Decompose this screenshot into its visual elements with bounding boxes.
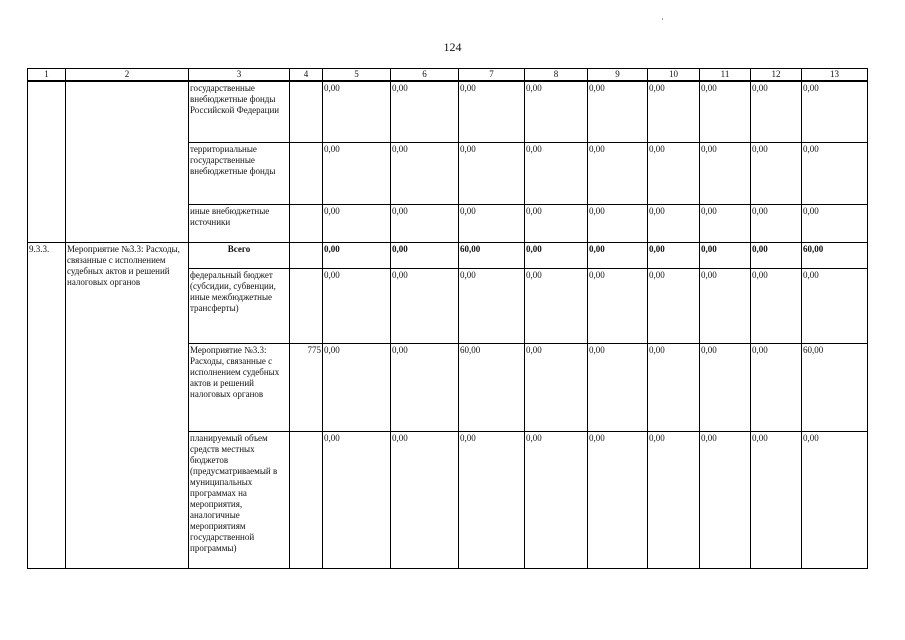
funding-source: федеральный бюджет (субсидии, субвенции, иные межбюджетные трансферты) xyxy=(189,268,290,343)
value-cell: 0,00 xyxy=(525,343,588,431)
value-cell: 0,00 xyxy=(391,343,459,431)
funding-source: территориальные государственные внебюджетные фонды xyxy=(189,142,290,204)
code-cell xyxy=(290,242,323,268)
header-cell: 11 xyxy=(700,69,751,82)
value-cell: 0,00 xyxy=(700,268,751,343)
value-cell: 0,00 xyxy=(802,81,868,142)
header-cell: 6 xyxy=(391,69,459,82)
value-cell: 0,00 xyxy=(323,343,391,431)
value-cell: 0,00 xyxy=(588,268,648,343)
value-cell: 0,00 xyxy=(525,204,588,242)
header-cell: 8 xyxy=(525,69,588,82)
value-cell: 0,00 xyxy=(323,431,391,568)
section-id: 9.3.3. xyxy=(28,242,66,568)
value-cell: 0,00 xyxy=(588,431,648,568)
value-cell: 0,00 xyxy=(700,343,751,431)
value-cell: 0,00 xyxy=(751,204,802,242)
value-cell: 0,00 xyxy=(323,142,391,204)
value-cell: 60,00 xyxy=(802,242,868,268)
scan-speck xyxy=(662,18,663,20)
value-cell: 0,00 xyxy=(459,142,525,204)
value-cell: 0,00 xyxy=(323,242,391,268)
value-cell: 0,00 xyxy=(459,204,525,242)
value-cell: 0,00 xyxy=(588,142,648,204)
value-cell: 0,00 xyxy=(525,431,588,568)
value-cell: 0,00 xyxy=(588,81,648,142)
value-cell: 0,00 xyxy=(648,268,700,343)
budget-table xyxy=(27,68,868,569)
header-cell: 9 xyxy=(588,69,648,82)
section-id-cell-empty xyxy=(28,81,66,242)
value-cell: 0,00 xyxy=(323,204,391,242)
funding-source-total: Всего xyxy=(189,242,290,268)
value-cell: 0,00 xyxy=(700,242,751,268)
table-row xyxy=(28,81,868,142)
value-cell: 0,00 xyxy=(751,343,802,431)
value-cell: 0,00 xyxy=(391,431,459,568)
section-title: Мероприятие №3.3: Расходы, связанные с исполнением судебных актов и решений налоговых органов xyxy=(66,242,189,568)
header-cell: 5 xyxy=(323,69,391,82)
value-cell: 60,00 xyxy=(802,343,868,431)
funding-source: иные внебюджетные источники xyxy=(189,204,290,242)
value-cell: 0,00 xyxy=(802,204,868,242)
page-number: 124 xyxy=(443,40,462,54)
value-cell: 0,00 xyxy=(459,431,525,568)
funding-source: планируемый объем средств местных бюджетов (предусматриваемый в муниципальных программах на мероприятия, аналогичные мероприятиям государственной программы) xyxy=(189,431,290,568)
code-cell: 775 xyxy=(290,343,323,431)
value-cell: 0,00 xyxy=(648,204,700,242)
value-cell: 0,00 xyxy=(751,431,802,568)
value-cell: 0,00 xyxy=(459,81,525,142)
header-cell: 3 xyxy=(189,69,290,82)
value-cell: 0,00 xyxy=(588,343,648,431)
code-cell xyxy=(290,81,323,142)
value-cell: 0,00 xyxy=(648,431,700,568)
value-cell: 0,00 xyxy=(588,204,648,242)
value-cell: 0,00 xyxy=(802,431,868,568)
code-cell xyxy=(290,204,323,242)
header-row xyxy=(28,69,868,82)
value-cell: 0,00 xyxy=(525,142,588,204)
value-cell: 0,00 xyxy=(751,142,802,204)
header-cell: 2 xyxy=(66,69,189,82)
value-cell: 0,00 xyxy=(751,81,802,142)
value-cell: 0,00 xyxy=(700,204,751,242)
header-cell: 1 xyxy=(28,69,66,82)
value-cell: 0,00 xyxy=(588,242,648,268)
value-cell: 0,00 xyxy=(391,142,459,204)
value-cell: 0,00 xyxy=(700,81,751,142)
funding-source: Мероприятие №3.3: Расходы, связанные с исполнением судебных актов и решений налоговых органов xyxy=(189,343,290,431)
table-row-total xyxy=(28,242,868,268)
header-cell: 4 xyxy=(290,69,323,82)
code-cell xyxy=(290,142,323,204)
value-cell: 60,00 xyxy=(459,343,525,431)
value-cell: 0,00 xyxy=(525,242,588,268)
value-cell: 0,00 xyxy=(323,268,391,343)
value-cell: 0,00 xyxy=(391,81,459,142)
code-cell xyxy=(290,431,323,568)
header-cell: 10 xyxy=(648,69,700,82)
value-cell: 0,00 xyxy=(700,431,751,568)
value-cell: 0,00 xyxy=(648,343,700,431)
value-cell: 0,00 xyxy=(700,142,751,204)
value-cell: 0,00 xyxy=(802,142,868,204)
header-cell: 7 xyxy=(459,69,525,82)
value-cell: 0,00 xyxy=(525,268,588,343)
value-cell: 0,00 xyxy=(391,268,459,343)
value-cell: 60,00 xyxy=(459,242,525,268)
value-cell: 0,00 xyxy=(648,242,700,268)
section-title-cell-empty xyxy=(66,81,189,242)
value-cell: 0,00 xyxy=(648,142,700,204)
code-cell xyxy=(290,268,323,343)
header-cell: 12 xyxy=(751,69,802,82)
header-cell: 13 xyxy=(802,69,868,82)
value-cell: 0,00 xyxy=(525,81,588,142)
value-cell: 0,00 xyxy=(323,81,391,142)
funding-source: государственные внебюджетные фонды Российской Федерации xyxy=(189,81,290,142)
value-cell: 0,00 xyxy=(391,242,459,268)
value-cell: 0,00 xyxy=(459,268,525,343)
value-cell: 0,00 xyxy=(802,268,868,343)
value-cell: 0,00 xyxy=(391,204,459,242)
value-cell: 0,00 xyxy=(751,242,802,268)
value-cell: 0,00 xyxy=(751,268,802,343)
value-cell: 0,00 xyxy=(648,81,700,142)
